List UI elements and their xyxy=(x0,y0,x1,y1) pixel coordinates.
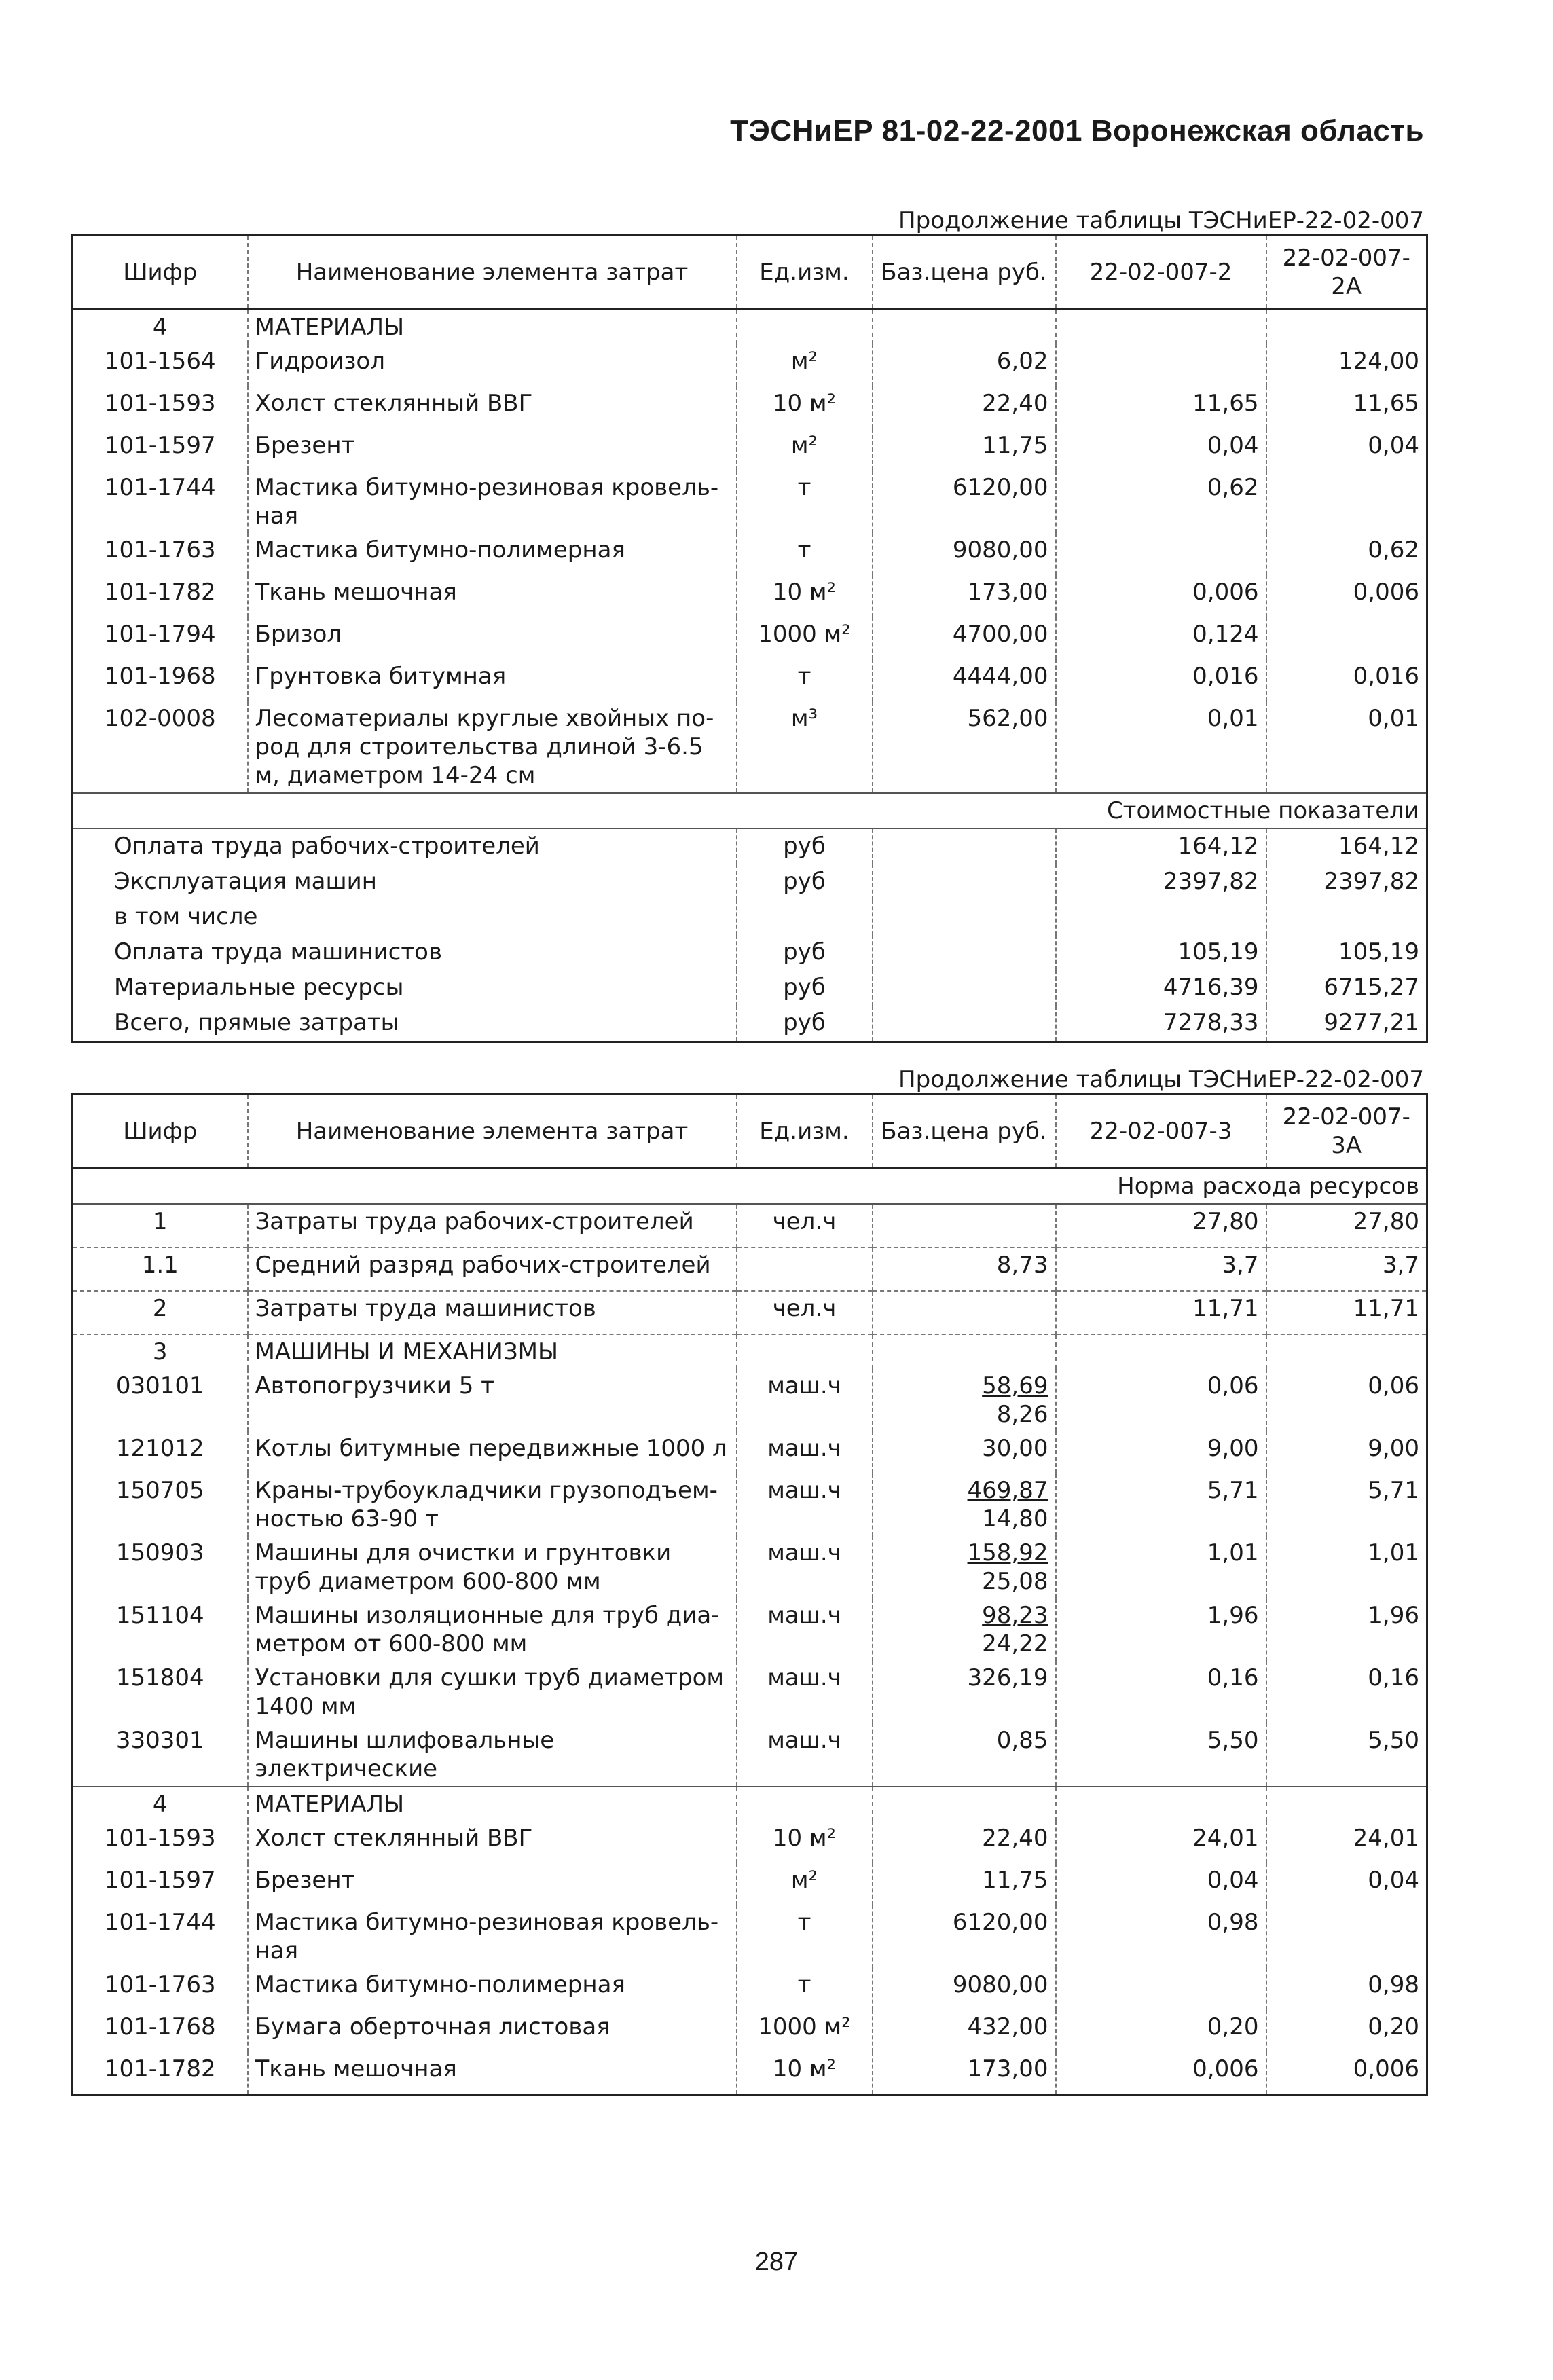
resource-name: Мастика битумно-полимерная xyxy=(248,533,737,575)
table-row xyxy=(73,1821,1427,1863)
empty-cell xyxy=(1056,1334,1266,1369)
totals-c2 xyxy=(1266,900,1427,935)
value-c2: 9,00 xyxy=(1266,1431,1427,1473)
resource-name: Мастика битумно-резиновая кровель-ная xyxy=(248,1905,737,1968)
totals-unit: руб xyxy=(737,1006,873,1042)
table-row xyxy=(73,617,1427,659)
table-row xyxy=(73,428,1427,471)
machine-price-main: 58,69 xyxy=(982,1372,1048,1399)
machine-price xyxy=(873,1723,1056,1787)
value-c2 xyxy=(1266,1905,1427,1968)
resource-price: 6,02 xyxy=(873,344,1056,386)
totals-c2: 2397,82 xyxy=(1266,864,1427,900)
col-name: Наименование элемента затрат xyxy=(248,1095,737,1169)
table-row xyxy=(73,2010,1427,2052)
machine-price xyxy=(873,1661,1056,1723)
resource-price: 11,75 xyxy=(873,428,1056,471)
resource-price: 4700,00 xyxy=(873,617,1056,659)
machine-code: 150705 xyxy=(115,1477,204,1504)
resource-unit: 10 м² xyxy=(737,2052,873,2095)
empty-cell xyxy=(873,900,1056,935)
machine-price-operator: 14,80 xyxy=(982,1505,1048,1533)
machine-price-operator: 8,26 xyxy=(996,1401,1048,1428)
table-row xyxy=(73,1968,1427,2010)
value-c2: 0,16 xyxy=(1266,1661,1427,1723)
value-c1: 24,01 xyxy=(1056,1821,1266,1863)
section-title: МАТЕРИАЛЫ xyxy=(248,1787,737,1821)
machine-name: Котлы битумные передвижные 1000 л xyxy=(248,1431,737,1473)
resource-unit: т xyxy=(737,471,873,533)
value-c2: 5,50 xyxy=(1266,1723,1427,1787)
machine-price-main: 0,85 xyxy=(996,1727,1048,1754)
resource-unit: 10 м² xyxy=(737,575,873,617)
totals-c2: 6715,27 xyxy=(1266,970,1427,1006)
value-c1: 27,80 xyxy=(1056,1204,1266,1247)
value-c1: 0,04 xyxy=(1056,428,1266,471)
value-c1: 11,65 xyxy=(1056,386,1266,428)
table-row xyxy=(73,575,1427,617)
machine-price-operator: 24,22 xyxy=(982,1630,1048,1658)
empty-cell xyxy=(873,1787,1056,1821)
col-unit: Ед.изм. xyxy=(737,236,873,310)
machine-name: Автопогрузчики 5 т xyxy=(248,1369,737,1431)
value-c2: 0,98 xyxy=(1266,1968,1427,2010)
resource-code: 101-1794 xyxy=(104,621,216,648)
value-c2: 24,01 xyxy=(1266,1821,1427,1863)
machine-price-main: 98,23 xyxy=(982,1602,1048,1629)
totals-c1: 105,19 xyxy=(1056,935,1266,970)
table-row xyxy=(73,1905,1427,1968)
col-code: Шифр xyxy=(73,1095,248,1169)
value-c2: 0,016 xyxy=(1266,659,1427,701)
section-title: МАТЕРИАЛЫ xyxy=(248,310,737,345)
totals-name: Оплата труда машинистов xyxy=(114,938,443,966)
table-row xyxy=(73,386,1427,428)
machine-row xyxy=(73,1598,1427,1661)
resource-unit: т xyxy=(737,533,873,575)
labor-unit xyxy=(737,1247,873,1291)
resource-name: Грунтовка битумная xyxy=(248,659,737,701)
machine-name: Краны-трубоукладчики грузоподъем-ностью 63-90 т xyxy=(248,1473,737,1536)
value-c2: 124,00 xyxy=(1266,344,1427,386)
machine-name: Установки для сушки труб диаметром 1400 мм xyxy=(248,1661,737,1723)
table1-header-row xyxy=(73,236,1427,310)
resource-price: 562,00 xyxy=(873,701,1056,793)
table2-caption: Продолжение таблицы ТЭСНиЕР-22-02-007 xyxy=(898,1066,1424,1093)
value-c1: 0,006 xyxy=(1056,2052,1266,2095)
col-c2: 22-02-007-3А xyxy=(1266,1095,1427,1169)
section-row xyxy=(73,310,1427,345)
value-c2: 0,006 xyxy=(1266,2052,1427,2095)
value-c1: 0,06 xyxy=(1056,1369,1266,1431)
machine-unit: маш.ч xyxy=(737,1723,873,1787)
totals-unit: руб xyxy=(737,935,873,970)
value-c1: 0,98 xyxy=(1056,1905,1266,1968)
labor-code: 1 xyxy=(152,1208,168,1235)
machine-price xyxy=(873,1536,1056,1598)
value-c2: 3,7 xyxy=(1266,1247,1427,1291)
machine-unit: маш.ч xyxy=(737,1369,873,1431)
table2 xyxy=(71,1093,1428,2096)
table-row xyxy=(73,533,1427,575)
totals-name: Материальные ресурсы xyxy=(114,974,404,1001)
resource-price: 22,40 xyxy=(873,1821,1056,1863)
resource-code: 101-1564 xyxy=(104,348,216,375)
cost-label-row xyxy=(73,793,1427,828)
totals-c2: 164,12 xyxy=(1266,828,1427,864)
col-c1: 22-02-007-3 xyxy=(1056,1095,1266,1169)
value-c2: 0,20 xyxy=(1266,2010,1427,2052)
table2-body xyxy=(73,1169,1427,2095)
labor-code: 2 xyxy=(152,1295,168,1322)
resource-price: 9080,00 xyxy=(873,1968,1056,2010)
resource-unit: м² xyxy=(737,428,873,471)
value-c1: 0,016 xyxy=(1056,659,1266,701)
resource-code: 101-1763 xyxy=(104,1971,216,1998)
labor-unit: чел.ч xyxy=(737,1291,873,1334)
totals-c1: 2397,82 xyxy=(1056,864,1266,900)
value-c2: 1,01 xyxy=(1266,1536,1427,1598)
machine-row xyxy=(73,1473,1427,1536)
machine-code: 151804 xyxy=(115,1664,204,1691)
value-c1: 1,01 xyxy=(1056,1536,1266,1598)
value-c2: 11,65 xyxy=(1266,386,1427,428)
resource-code: 101-1768 xyxy=(104,2013,216,2040)
empty-cell xyxy=(873,1006,1056,1042)
value-c1: 0,20 xyxy=(1056,2010,1266,2052)
table-row xyxy=(73,471,1427,533)
table1-body xyxy=(73,310,1427,1042)
value-c2 xyxy=(1266,471,1427,533)
value-c1: 5,71 xyxy=(1056,1473,1266,1536)
resource-name: Лесоматериалы круглые хвойных по-род для строительства длиной 3-6.5 м, диаметром 14-24 см xyxy=(248,701,737,793)
resource-unit: 1000 м² xyxy=(737,617,873,659)
labor-price xyxy=(873,1291,1056,1334)
totals-row xyxy=(73,1006,1427,1042)
machine-unit: маш.ч xyxy=(737,1536,873,1598)
resource-price: 173,00 xyxy=(873,2052,1056,2095)
machine-name: Машины изоляционные для труб диа-метром от 600-800 мм xyxy=(248,1598,737,1661)
machine-price-main: 158,92 xyxy=(967,1539,1048,1567)
value-c1: 0,16 xyxy=(1056,1661,1266,1723)
resource-name: Холст стеклянный ВВГ xyxy=(248,1821,737,1863)
value-c2 xyxy=(1266,617,1427,659)
col-code: Шифр xyxy=(73,236,248,310)
machine-price xyxy=(873,1598,1056,1661)
machine-unit: маш.ч xyxy=(737,1598,873,1661)
resource-name: Ткань мешочная xyxy=(248,575,737,617)
resource-unit: 10 м² xyxy=(737,386,873,428)
machine-row xyxy=(73,1431,1427,1473)
table-row xyxy=(73,2052,1427,2095)
labor-row xyxy=(73,1204,1427,1247)
value-c1: 1,96 xyxy=(1056,1598,1266,1661)
totals-row xyxy=(73,828,1427,864)
table1 xyxy=(71,234,1428,1043)
totals-c1: 4716,39 xyxy=(1056,970,1266,1006)
table-row xyxy=(73,701,1427,793)
empty-cell xyxy=(873,1334,1056,1369)
resource-name: Бумага оберточная листовая xyxy=(248,2010,737,2052)
resource-code: 101-1593 xyxy=(104,1825,216,1852)
machine-unit: маш.ч xyxy=(737,1473,873,1536)
value-c1 xyxy=(1056,533,1266,575)
resource-name: Гидроизол xyxy=(248,344,737,386)
section-row xyxy=(73,1787,1427,1821)
resource-unit: 1000 м² xyxy=(737,2010,873,2052)
machine-code: 030101 xyxy=(115,1372,204,1399)
labor-code: 1.1 xyxy=(141,1251,179,1279)
totals-c1 xyxy=(1056,900,1266,935)
value-c1: 11,71 xyxy=(1056,1291,1266,1334)
labor-row xyxy=(73,1291,1427,1334)
labor-name: Затраты труда рабочих-строителей xyxy=(248,1204,737,1247)
labor-price xyxy=(873,1204,1056,1247)
section-number: 4 xyxy=(152,314,168,341)
section-number: 3 xyxy=(152,1338,168,1366)
table1-caption: Продолжение таблицы ТЭСНиЕР-22-02-007 xyxy=(898,207,1424,234)
resource-code: 101-1744 xyxy=(104,1909,216,1936)
resource-price: 432,00 xyxy=(873,2010,1056,2052)
resource-name: Мастика битумно-резиновая кровель-ная xyxy=(248,471,737,533)
resource-unit: т xyxy=(737,659,873,701)
machine-price-operator: 25,08 xyxy=(982,1568,1048,1595)
empty-cell xyxy=(873,970,1056,1006)
col-c2: 22-02-007-2А xyxy=(1266,236,1427,310)
machine-row xyxy=(73,1723,1427,1787)
totals-c2: 9277,21 xyxy=(1266,1006,1427,1042)
resource-code: 101-1744 xyxy=(104,474,216,501)
machine-code: 151104 xyxy=(115,1602,204,1629)
value-c1 xyxy=(1056,1968,1266,2010)
empty-cell xyxy=(873,935,1056,970)
totals-unit xyxy=(737,900,873,935)
totals-unit: руб xyxy=(737,864,873,900)
resource-code: 101-1782 xyxy=(104,579,216,606)
page-number: 287 xyxy=(754,2248,799,2276)
machine-unit: маш.ч xyxy=(737,1431,873,1473)
table-row xyxy=(73,1863,1427,1905)
empty-cell xyxy=(737,310,873,345)
totals-name: Эксплуатация машин xyxy=(114,868,377,895)
value-c1: 3,7 xyxy=(1056,1247,1266,1291)
resource-price: 9080,00 xyxy=(873,533,1056,575)
section-title: МАШИНЫ И МЕХАНИЗМЫ xyxy=(248,1334,737,1369)
resource-code: 101-1968 xyxy=(104,663,216,690)
resource-unit: т xyxy=(737,1968,873,2010)
page-header-title: ТЭСНиЕР 81-02-22-2001 Воронежская область xyxy=(730,114,1424,147)
section-number: 4 xyxy=(73,1787,248,1821)
labor-row xyxy=(73,1247,1427,1291)
totals-unit: руб xyxy=(737,828,873,864)
machine-price xyxy=(873,1369,1056,1431)
empty-cell xyxy=(1056,310,1266,345)
value-c1: 0,006 xyxy=(1056,575,1266,617)
value-c2: 0,06 xyxy=(1266,1369,1427,1431)
empty-cell xyxy=(1056,1787,1266,1821)
value-c2: 11,71 xyxy=(1266,1291,1427,1334)
value-c1 xyxy=(1056,344,1266,386)
machine-price-main: 469,87 xyxy=(967,1477,1048,1504)
value-c2: 0,04 xyxy=(1266,1863,1427,1905)
empty-cell xyxy=(873,828,1056,864)
empty-cell xyxy=(737,1787,873,1821)
cost-indicators-label: Стоимостные показатели xyxy=(73,793,1427,828)
machine-price xyxy=(873,1431,1056,1473)
totals-unit: руб xyxy=(737,970,873,1006)
resource-code: 101-1763 xyxy=(104,536,216,564)
totals-c1: 7278,33 xyxy=(1056,1006,1266,1042)
value-c1: 0,04 xyxy=(1056,1863,1266,1905)
value-c2: 0,04 xyxy=(1266,428,1427,471)
value-c1: 0,62 xyxy=(1056,471,1266,533)
machine-name: Машины шлифовальные электрические xyxy=(248,1723,737,1787)
col-price: Баз.цена руб. xyxy=(873,1095,1056,1169)
resource-unit: м² xyxy=(737,1863,873,1905)
resource-name: Брезент xyxy=(248,428,737,471)
resource-name: Ткань мешочная xyxy=(248,2052,737,2095)
totals-c1: 164,12 xyxy=(1056,828,1266,864)
machine-price-main: 30,00 xyxy=(982,1435,1048,1462)
machine-code: 330301 xyxy=(115,1727,204,1754)
machine-code: 121012 xyxy=(115,1435,204,1462)
totals-row xyxy=(73,864,1427,900)
resource-unit: т xyxy=(737,1905,873,1968)
totals-row xyxy=(73,970,1427,1006)
resource-code: 102-0008 xyxy=(104,705,216,732)
section-row xyxy=(73,1334,1427,1369)
resource-code: 101-1593 xyxy=(104,390,216,417)
col-price: Баз.цена руб. xyxy=(873,236,1056,310)
resource-price: 4444,00 xyxy=(873,659,1056,701)
resource-price: 173,00 xyxy=(873,575,1056,617)
machine-unit: маш.ч xyxy=(737,1661,873,1723)
resource-name: Холст стеклянный ВВГ xyxy=(248,386,737,428)
resource-price: 6120,00 xyxy=(873,1905,1056,1968)
value-c1: 9,00 xyxy=(1056,1431,1266,1473)
labor-name: Затраты труда машинистов xyxy=(248,1291,737,1334)
machine-row xyxy=(73,1661,1427,1723)
totals-row xyxy=(73,900,1427,935)
totals-name: в том числе xyxy=(114,903,258,930)
table-row xyxy=(73,344,1427,386)
empty-cell xyxy=(1266,310,1427,345)
norm-label: Норма расхода ресурсов xyxy=(73,1169,1427,1205)
labor-name: Средний разряд рабочих-строителей xyxy=(248,1247,737,1291)
resource-name: Мастика битумно-полимерная xyxy=(248,1968,737,2010)
value-c2: 27,80 xyxy=(1266,1204,1427,1247)
value-c1: 0,01 xyxy=(1056,701,1266,793)
resource-price: 11,75 xyxy=(873,1863,1056,1905)
machine-code: 150903 xyxy=(115,1539,204,1567)
col-c1: 22-02-007-2 xyxy=(1056,236,1266,310)
resource-name: Брезент xyxy=(248,1863,737,1905)
machine-price xyxy=(873,1473,1056,1536)
resource-price: 6120,00 xyxy=(873,471,1056,533)
machine-price-main: 326,19 xyxy=(967,1664,1048,1691)
empty-cell xyxy=(737,1334,873,1369)
empty-cell xyxy=(1266,1787,1427,1821)
empty-cell xyxy=(873,310,1056,345)
resource-unit: м² xyxy=(737,344,873,386)
resource-code: 101-1782 xyxy=(104,2055,216,2083)
resource-code: 101-1597 xyxy=(104,432,216,459)
col-name: Наименование элемента затрат xyxy=(248,236,737,310)
value-c2: 0,006 xyxy=(1266,575,1427,617)
resource-unit: м³ xyxy=(737,701,873,793)
col-unit: Ед.изм. xyxy=(737,1095,873,1169)
table-row xyxy=(73,659,1427,701)
resource-code: 101-1597 xyxy=(104,1867,216,1894)
resource-name: Бризол xyxy=(248,617,737,659)
machine-row xyxy=(73,1369,1427,1431)
table2-header-row xyxy=(73,1095,1427,1169)
value-c2: 5,71 xyxy=(1266,1473,1427,1536)
totals-c2: 105,19 xyxy=(1266,935,1427,970)
totals-name: Всего, прямые затраты xyxy=(114,1009,399,1036)
value-c1: 0,124 xyxy=(1056,617,1266,659)
value-c2: 0,01 xyxy=(1266,701,1427,793)
empty-cell xyxy=(1266,1334,1427,1369)
value-c2: 1,96 xyxy=(1266,1598,1427,1661)
machine-name: Машины для очистки и грунтовки труб диаметром 600-800 мм xyxy=(248,1536,737,1598)
value-c2: 0,62 xyxy=(1266,533,1427,575)
empty-cell xyxy=(873,864,1056,900)
value-c1: 5,50 xyxy=(1056,1723,1266,1787)
norm-label-row xyxy=(73,1169,1427,1205)
labor-price: 8,73 xyxy=(873,1247,1056,1291)
resource-price: 22,40 xyxy=(873,386,1056,428)
totals-row xyxy=(73,935,1427,970)
labor-unit: чел.ч xyxy=(737,1204,873,1247)
totals-name: Оплата труда рабочих-строителей xyxy=(114,832,540,860)
resource-unit: 10 м² xyxy=(737,1821,873,1863)
machine-row xyxy=(73,1536,1427,1598)
